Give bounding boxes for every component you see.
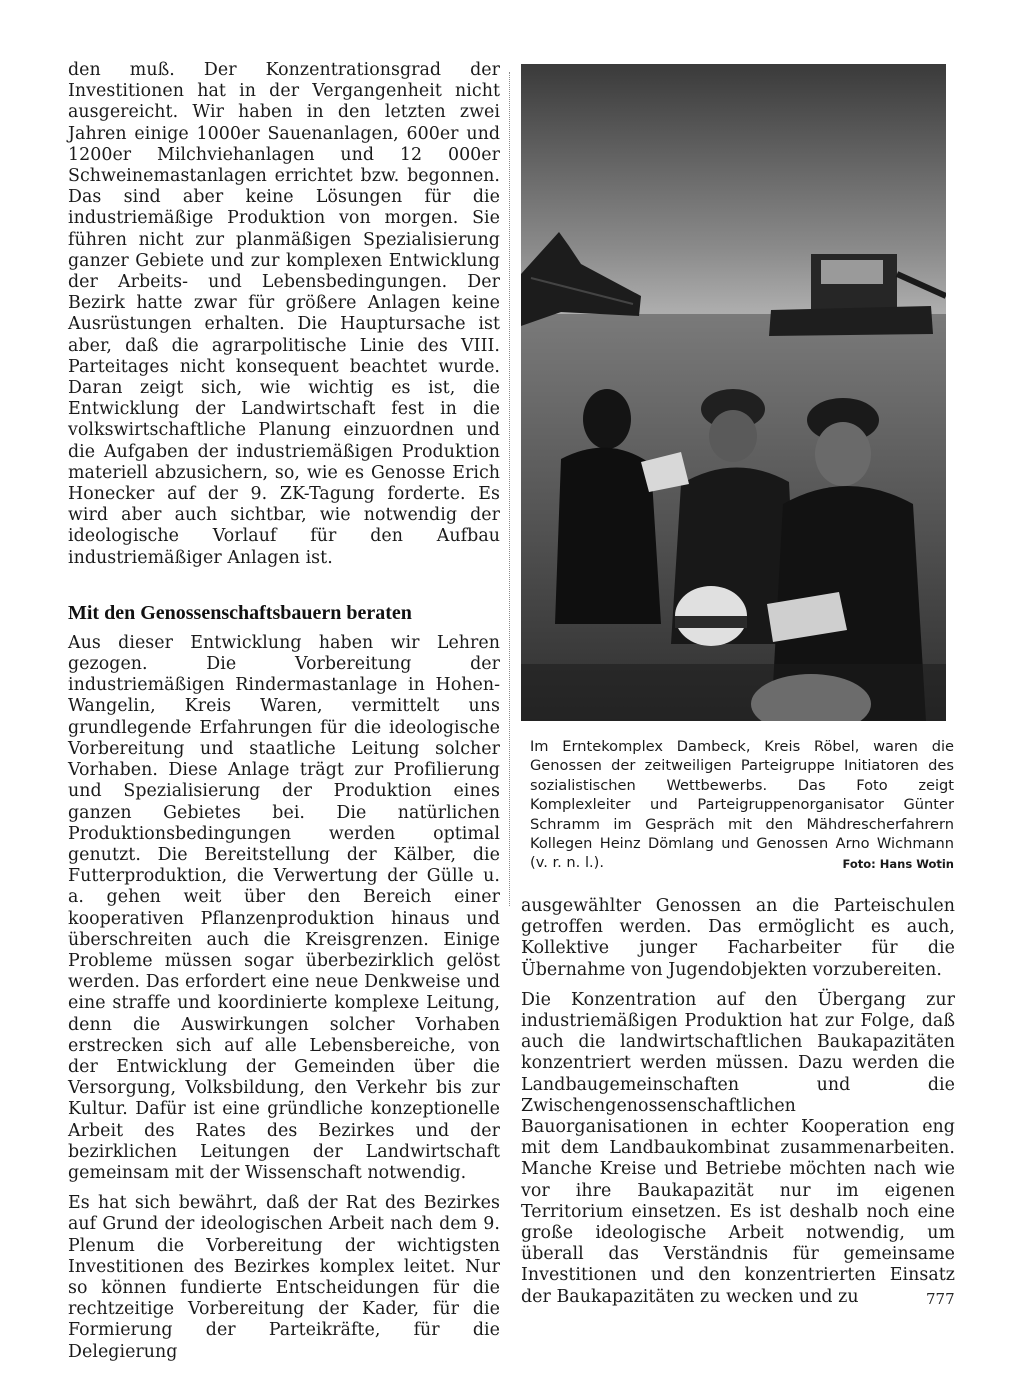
harvest-photo <box>521 64 946 721</box>
page-number: 777 <box>926 1290 955 1308</box>
section-heading: Mit den Genossenschaftsbauern beraten <box>68 601 412 624</box>
body-paragraph: Es hat sich bewährt, daß der Rat des Bezirkes auf Grund der ideologischen Arbeit nach dem 9. Plenum die Vorbereitung der wichtigsten Investitionen des Bezirkes komplex leitet. Nur so können fundierte Entscheidungen für die rechtzeitige Vorbereitung der Kader, für die Formierung der Parteikräfte, für die Delegierung <box>68 1193 500 1362</box>
right-column <box>521 896 955 1308</box>
left-column <box>68 60 500 1363</box>
body-paragraph: den muß. Der Konzentrationsgrad der Investitionen hat in der Vergangenheit nicht ausgereicht. Wir haben in den letzten zwei Jahren einige 1000er Sauenanlagen, 600er und 1200er Milchviehanlagen und 12 000er Schweinemastanlagen errichtet bzw. begonnen. Das sind aber keine Lösungen für die industriemäßige Produktion von morgen. Sie führen nicht zur planmäßigen Spezialisierung ganzer Gebiete und zur komplexen Entwicklung der Arbeits- und Lebensbedingungen. Der Bezirk hatte zwar für größere Anlagen keine Ausrüstungen erhalten. Die Hauptursache ist aber, daß die agrarpolitische Linie des VIII. Parteitages nicht konsequent beachtet wurde. Daran zeigt sich, wie wichtig es ist, die Entwicklung der Landwirtschaft fest in die volkswirtschaftliche Planung einzuordnen und die Aufgaben der industriemäßigen Produktion materiell abzusichern, so, wie es Genosse Erich Honecker auf der 9. ZK-Tagung forderte. Es wird aber auch sichtbar, wie notwendig der ideologische Vorlauf für den Aufbau industriemäßiger Anlagen ist. <box>68 60 500 568</box>
body-paragraph: Die Konzentration auf den Übergang zur industriemäßigen Produktion hat zur Folge, daß auch die landwirtschaftlichen Baukapazitäten konzentriert werden müssen. Dazu werden die Landbaugemeinschaften und die Zwischengenossenschaftlichen Bauorganisationen in echter Kooperation eng mit dem Landbaukombinat zusammenarbeiten. Manche Kreise und Betriebe möchten nach wie vor ihre Baukapazität nur im eigenen Territorium einsetzen. Es ist deshalb noch eine große ideologische Arbeit notwendig, um überall das Verständnis für gemeinsame Investitionen und den konzentrierten Einsatz der Baukapazitäten zu wecken und zu <box>521 989 955 1307</box>
photo-caption <box>530 737 954 875</box>
body-paragraph: Aus dieser Entwicklung haben wir Lehren gezogen. Die Vorbereitung der industriemäßigen Rindermastanlage in Hohen-Wangelin, Kreis Waren, vermittelt uns grundlegende Erfahrungen für die ideologische Vorbereitung und staatliche Leitung solcher Vorhaben. Diese Anlage trägt zur Profilierung und Spezialisierung der Produktion eines ganzen Gebietes bei. Die natürlichen Produktionsbedingungen werden optimal genutzt. Die Bereitstellung der Kälber, die Futterproduktion, die Verwertung der Gülle u. a. gehen weit über den Bereich einer kooperativen Pflanzenproduktion hinaus und überschreiten auch die Kreisgrenzen. Einige Probleme müssen sogar überbezirklich gelöst werden. Das erfordert eine neue Denkweise und eine straffe und koordinierte komplexe Leitung, denn die Auswirkungen solcher Vorhaben erstrecken sich auf alle Lebensbereiche, von der Entwicklung der Gemeinden über die Versorgung, Volksbildung, den Verkehr bis zur Kultur. Dafür ist eine gründliche konzeptionelle Arbeit des Rates des Bezirkes und der bezirklichen Leitungen der Landwirtschaft gemeinsam mit der Wissenschaft notwendig. <box>68 632 500 1183</box>
caption-text: Im Erntekomplex Dambeck, Kreis Röbel, waren die Genossen der zeitweiligen Parteigruppe Initiatoren des sozialistischen Wettbewerbs. Das Foto zeigt Komplexleiter und Parteigruppenorganisator Günter Schramm im Gespräch mit den Mähdrescherfahrern Kollegen Heinz Dömlang und Genossen Arno Wichmann (v. r. n. l.). <box>530 738 954 872</box>
photo-illustration <box>521 64 946 721</box>
photo-credit: Foto: Hans Wotin <box>842 857 954 872</box>
column-divider <box>509 72 511 906</box>
body-paragraph: ausgewählter Genossen an die Parteischulen getroffen werden. Das ermöglicht es auch, Kollektive junger Facharbeiter für die Übernahme von Jugendobjekten vorzubereiten. <box>521 896 955 980</box>
